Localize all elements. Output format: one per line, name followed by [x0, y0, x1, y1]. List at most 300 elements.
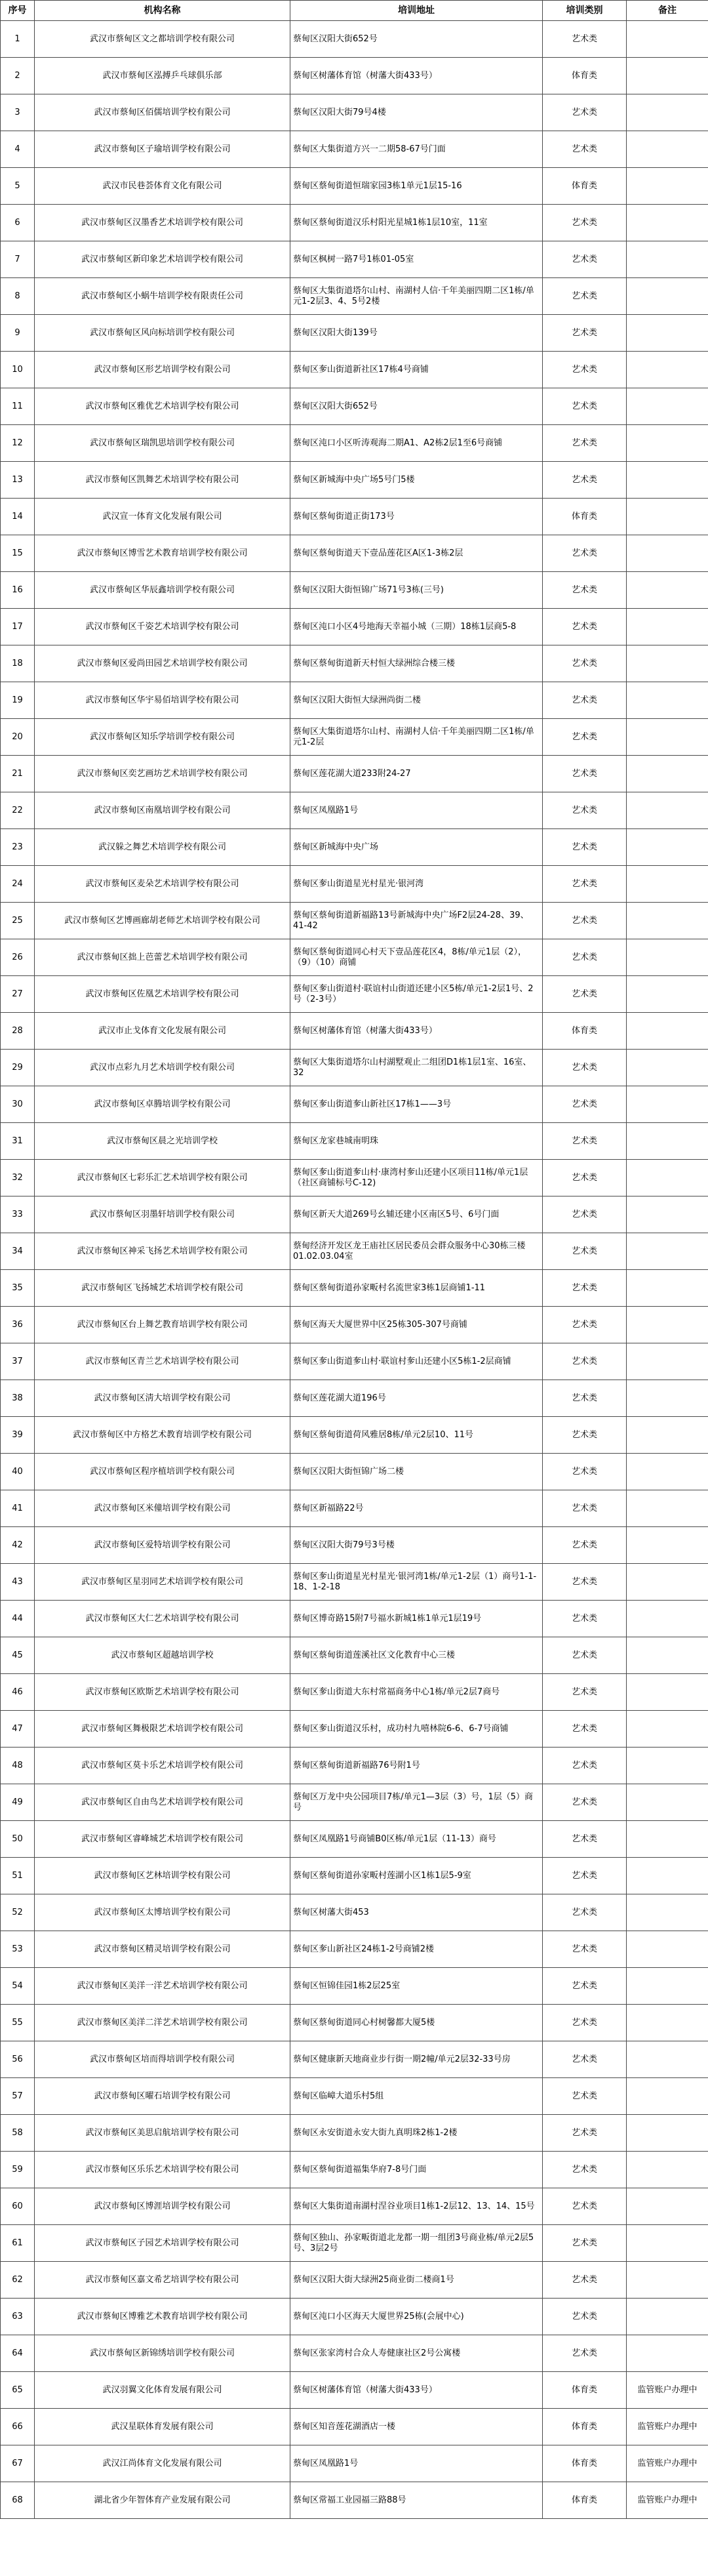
- training-category: 艺术类: [543, 535, 627, 572]
- training-category: 艺术类: [543, 572, 627, 609]
- org-name: 武汉市蔡甸区子瑜培训学校有限公司: [35, 131, 290, 168]
- row-note: [627, 682, 708, 719]
- table-row: [1, 21, 708, 58]
- training-address: 蔡甸区凤凰路1号: [290, 792, 543, 829]
- training-address: 蔡甸区博奇路15附7号福水新城1栋1单元1层19号: [290, 1601, 543, 1637]
- row-index: 64: [1, 2335, 35, 2372]
- training-category: 体育类: [543, 1013, 627, 1050]
- table-row: [1, 1123, 708, 1160]
- row-index: 40: [1, 1454, 35, 1490]
- training-category: 艺术类: [543, 1454, 627, 1490]
- row-index: 49: [1, 1784, 35, 1821]
- row-note: [627, 1711, 708, 1748]
- row-note: [627, 976, 708, 1013]
- row-note: [627, 315, 708, 352]
- row-note: [627, 572, 708, 609]
- row-note: [627, 609, 708, 645]
- training-address: 蔡甸区常福工业园福三路88号: [290, 2482, 543, 2519]
- training-category: 体育类: [543, 58, 627, 94]
- training-category: 艺术类: [543, 1601, 627, 1637]
- table-row: [1, 1821, 708, 1858]
- row-index: 65: [1, 2372, 35, 2409]
- row-index: 25: [1, 903, 35, 939]
- org-name: 武汉市蔡甸区爱尚田园艺术培训学校有限公司: [35, 645, 290, 682]
- table-row: [1, 2409, 708, 2445]
- row-index: 63: [1, 2299, 35, 2335]
- row-index: 54: [1, 1968, 35, 2005]
- training-address: 蔡甸区凤凰路1号: [290, 2445, 543, 2482]
- table-row: [1, 792, 708, 829]
- row-index: 28: [1, 1013, 35, 1050]
- training-category: 艺术类: [543, 2188, 627, 2225]
- row-index: 38: [1, 1380, 35, 1417]
- table-row: [1, 205, 708, 241]
- org-name: 武汉市蔡甸区美思启航培训学校有限公司: [35, 2115, 290, 2152]
- training-category: 艺术类: [543, 1160, 627, 1196]
- table-row: [1, 1086, 708, 1123]
- row-note: [627, 1821, 708, 1858]
- row-note: [627, 1380, 708, 1417]
- training-category: 艺术类: [543, 94, 627, 131]
- row-index: 31: [1, 1123, 35, 1160]
- org-name: 武汉市蔡甸区培而得培训学校有限公司: [35, 2041, 290, 2078]
- training-category: 艺术类: [543, 939, 627, 976]
- row-index: 10: [1, 352, 35, 388]
- row-note: [627, 719, 708, 756]
- training-address: 蔡甸区龙家巷城南明珠: [290, 1123, 543, 1160]
- org-name: 武汉宣一体育文化发展有限公司: [35, 499, 290, 535]
- table-row: [1, 1196, 708, 1233]
- training-category: 艺术类: [543, 1564, 627, 1601]
- row-index: 1: [1, 21, 35, 58]
- table-row: [1, 2335, 708, 2372]
- training-address: 蔡甸区恒锦佳园1栋2层25室: [290, 1968, 543, 2005]
- training-address: 蔡甸区汉阳大街恒锦广场71号3栋(三号): [290, 572, 543, 609]
- row-index: 18: [1, 645, 35, 682]
- training-address: 蔡甸区蔡甸街道新福路13号新城海中央广场F2层24-28、39、41-42: [290, 903, 543, 939]
- row-note: [627, 1050, 708, 1086]
- org-name: 武汉市蔡甸区艺林培训学校有限公司: [35, 1858, 290, 1894]
- training-category: 艺术类: [543, 1343, 627, 1380]
- training-address: 蔡甸区永安街道永安大街九真明珠2栋1-2楼: [290, 2115, 543, 2152]
- table-row: [1, 572, 708, 609]
- org-name: 武汉市蔡甸区星羽同艺术培训学校有限公司: [35, 1564, 290, 1601]
- row-note: [627, 2225, 708, 2262]
- training-category: 艺术类: [543, 2299, 627, 2335]
- org-name: 武汉市蔡甸区泓搏乒乓球俱乐部: [35, 58, 290, 94]
- training-category: 艺术类: [543, 2005, 627, 2041]
- table-row: [1, 2225, 708, 2262]
- table-row: [1, 2188, 708, 2225]
- row-index: 62: [1, 2262, 35, 2299]
- table-row: [1, 976, 708, 1013]
- row-note: [627, 2115, 708, 2152]
- row-note: [627, 205, 708, 241]
- row-index: 12: [1, 425, 35, 462]
- org-name: 武汉市蔡甸区曜石培训学校有限公司: [35, 2078, 290, 2115]
- row-index: 22: [1, 792, 35, 829]
- row-note: [627, 1123, 708, 1160]
- org-name: 武汉市蔡甸区飞扬城艺术培训学校有限公司: [35, 1270, 290, 1307]
- org-name: 武汉市蔡甸区米僮培训学校有限公司: [35, 1490, 290, 1527]
- row-note: [627, 168, 708, 205]
- org-name: 武汉市蔡甸区文之都培训学校有限公司: [35, 21, 290, 58]
- table-row: [1, 278, 708, 315]
- table-row: [1, 1380, 708, 1417]
- training-category: 体育类: [543, 2482, 627, 2519]
- org-name: 武汉市蔡甸区中方格艺术教育培训学校有限公司: [35, 1417, 290, 1454]
- training-address: 蔡甸区新城海中央广场: [290, 829, 543, 866]
- table-row: [1, 1417, 708, 1454]
- row-note: [627, 1674, 708, 1711]
- training-address: 蔡甸区汉阳大街139号: [290, 315, 543, 352]
- row-note: [627, 2005, 708, 2041]
- training-address: 蔡甸区大集街道塔尔山村、南湖村人信·千年美丽四期二区1栋/单元1-2层: [290, 719, 543, 756]
- row-index: 21: [1, 756, 35, 792]
- org-name: 武汉羽翼文化体育发展有限公司: [35, 2372, 290, 2409]
- training-category: 艺术类: [543, 829, 627, 866]
- table-row: [1, 756, 708, 792]
- table-row: [1, 462, 708, 499]
- row-note: [627, 352, 708, 388]
- org-name: 武汉市蔡甸区博雪艺术教育培训学校有限公司: [35, 535, 290, 572]
- training-address: 蔡甸区汉阳大街大绿洲25商业街二楼商1号: [290, 2262, 543, 2299]
- org-name: 武汉市民巷荟体育文化有限公司: [35, 168, 290, 205]
- org-name: 武汉市蔡甸区台上舞艺教育培训学校有限公司: [35, 1307, 290, 1343]
- row-index: 61: [1, 2225, 35, 2262]
- training-category: 艺术类: [543, 1711, 627, 1748]
- row-note: [627, 1601, 708, 1637]
- table-row: [1, 1674, 708, 1711]
- row-note: [627, 1527, 708, 1564]
- row-index: 3: [1, 94, 35, 131]
- training-category: 艺术类: [543, 1086, 627, 1123]
- row-note: 监管账户办理中: [627, 2482, 708, 2519]
- table-row: [1, 2299, 708, 2335]
- table-row: [1, 168, 708, 205]
- table-row: [1, 1527, 708, 1564]
- org-name: 武汉市蔡甸区美洋一洋艺术培训学校有限公司: [35, 1968, 290, 2005]
- org-name: 武汉市蔡甸区博涯培训学校有限公司: [35, 2188, 290, 2225]
- training-address: 蔡甸区树藩体育馆（树藩大街433号）: [290, 58, 543, 94]
- row-index: 59: [1, 2152, 35, 2188]
- row-index: 50: [1, 1821, 35, 1858]
- training-category: 艺术类: [543, 2335, 627, 2372]
- row-index: 2: [1, 58, 35, 94]
- row-note: [627, 939, 708, 976]
- row-note: [627, 1307, 708, 1343]
- training-category: 艺术类: [543, 462, 627, 499]
- table-row: [1, 2262, 708, 2299]
- org-name: 武汉市蔡甸区欧斯艺术培训学校有限公司: [35, 1674, 290, 1711]
- org-name: 武汉市蔡甸区风向标培训学校有限公司: [35, 315, 290, 352]
- row-note: [627, 756, 708, 792]
- row-index: 42: [1, 1527, 35, 1564]
- training-address: 蔡甸区临嶂大道乐村5组: [290, 2078, 543, 2115]
- row-note: [627, 1086, 708, 1123]
- training-address: 蔡甸区奓山街道奓山新社区17栋1——3号: [290, 1086, 543, 1123]
- org-name: 武汉市蔡甸区新印象艺术培训学校有限公司: [35, 241, 290, 278]
- training-category: 艺术类: [543, 2152, 627, 2188]
- row-note: [627, 1417, 708, 1454]
- row-note: [627, 462, 708, 499]
- org-name: 武汉市蔡甸区太博培训学校有限公司: [35, 1894, 290, 1931]
- training-address: 蔡甸区蔡甸街道正街173号: [290, 499, 543, 535]
- training-category: 艺术类: [543, 2115, 627, 2152]
- training-address: 蔡甸区万龙中央公园项目7栋/单元1—3层（3）号，1层（5）商号: [290, 1784, 543, 1821]
- training-address: 蔡甸区蔡甸街道汉乐村阳光星城1栋1层10室，11室: [290, 205, 543, 241]
- row-index: 41: [1, 1490, 35, 1527]
- training-address: 蔡甸区树藩体育馆（树藩大街433号）: [290, 2372, 543, 2409]
- row-note: [627, 1233, 708, 1270]
- org-name: 武汉市蔡甸区麦朵艺术培训学校有限公司: [35, 866, 290, 903]
- row-note: [627, 241, 708, 278]
- row-index: 14: [1, 499, 35, 535]
- org-name: 武汉市蔡甸区七彩乐汇艺术培训学校有限公司: [35, 1160, 290, 1196]
- training-address: 蔡甸区蔡甸街道孙家畈村名流世家3栋1层商铺1-11: [290, 1270, 543, 1307]
- training-address: 蔡甸区枫树一路7号1栋01-05室: [290, 241, 543, 278]
- org-name: 武汉市蔡甸区华宇易佰培训学校有限公司: [35, 682, 290, 719]
- training-category: 艺术类: [543, 1380, 627, 1417]
- training-address: 蔡甸区沌口小区海天大厦世界25栋(会展中心): [290, 2299, 543, 2335]
- training-category: 艺术类: [543, 682, 627, 719]
- table-row: [1, 131, 708, 168]
- org-name: 武汉市蔡甸区博雅艺术教育培训学校有限公司: [35, 2299, 290, 2335]
- org-name: 武汉江尚体育文化发展有限公司: [35, 2445, 290, 2482]
- row-index: 66: [1, 2409, 35, 2445]
- org-name: 武汉市蔡甸区拙上芭蕾艺术培训学校有限公司: [35, 939, 290, 976]
- org-name: 武汉市蔡甸区超越培训学校: [35, 1637, 290, 1674]
- row-note: [627, 58, 708, 94]
- training-category: 艺术类: [543, 1270, 627, 1307]
- row-note: [627, 278, 708, 315]
- row-index: 34: [1, 1233, 35, 1270]
- table-row: [1, 352, 708, 388]
- table-row: [1, 1490, 708, 1527]
- row-note: [627, 645, 708, 682]
- training-category: 艺术类: [543, 1233, 627, 1270]
- header-note: 备注: [627, 1, 708, 21]
- org-name: 武汉市蔡甸区大仁艺术培训学校有限公司: [35, 1601, 290, 1637]
- training-address: 蔡甸区蔡甸街道恒瑞家园3栋1单元1层15-16: [290, 168, 543, 205]
- table-header-row: [1, 1, 708, 21]
- table-row: [1, 388, 708, 425]
- training-category: 艺术类: [543, 1196, 627, 1233]
- row-index: 17: [1, 609, 35, 645]
- org-name: 武汉市蔡甸区形艺培训学校有限公司: [35, 352, 290, 388]
- training-address: 蔡甸区海天大厦世界中区25栋305-307号商铺: [290, 1307, 543, 1343]
- table-row: [1, 1711, 708, 1748]
- training-category: 艺术类: [543, 1894, 627, 1931]
- table-row: [1, 58, 708, 94]
- row-note: 监管账户办理中: [627, 2372, 708, 2409]
- row-index: 29: [1, 1050, 35, 1086]
- training-address: 蔡甸区大集街道塔尔山村湖墅观止二组团D1栋1层1室、16室、32: [290, 1050, 543, 1086]
- table-body: [1, 21, 708, 2519]
- org-name: 武汉市蔡甸区羽墨轩培训学校有限公司: [35, 1196, 290, 1233]
- org-name: 武汉市蔡甸区美洋二洋艺术培训学校有限公司: [35, 2005, 290, 2041]
- training-address: 蔡甸区蔡甸街道新天村恒大绿洲综合楼三楼: [290, 645, 543, 682]
- row-note: [627, 903, 708, 939]
- row-index: 58: [1, 2115, 35, 2152]
- training-address: 蔡甸区蔡甸街道荷风雅居8栋/单元2层10、11号: [290, 1417, 543, 1454]
- row-note: [627, 1931, 708, 1968]
- table-row: [1, 1601, 708, 1637]
- training-category: 艺术类: [543, 1637, 627, 1674]
- org-name: 武汉市蔡甸区佐凰艺术培训学校有限公司: [35, 976, 290, 1013]
- training-category: 艺术类: [543, 425, 627, 462]
- header-org-name: 机构名称: [35, 1, 290, 21]
- training-category: 艺术类: [543, 352, 627, 388]
- row-index: 7: [1, 241, 35, 278]
- training-address: 蔡甸区汉阳大街79号4楼: [290, 94, 543, 131]
- org-name: 武汉市蔡甸区自由鸟艺术培训学校有限公司: [35, 1784, 290, 1821]
- table-row: [1, 2005, 708, 2041]
- training-address: 蔡甸区蔡甸街道莲溪社区文化教育中心三楼: [290, 1637, 543, 1674]
- row-index: 20: [1, 719, 35, 756]
- row-note: [627, 866, 708, 903]
- training-address: 蔡甸区汉阳大街652号: [290, 388, 543, 425]
- training-category: 艺术类: [543, 976, 627, 1013]
- training-category: 艺术类: [543, 866, 627, 903]
- table-row: [1, 2372, 708, 2409]
- row-note: [627, 2188, 708, 2225]
- training-address: 蔡甸区奓山街道星光村星光·银河湾: [290, 866, 543, 903]
- header-index: 序号: [1, 1, 35, 21]
- row-index: 55: [1, 2005, 35, 2041]
- table-row: [1, 535, 708, 572]
- row-index: 45: [1, 1637, 35, 1674]
- row-index: 4: [1, 131, 35, 168]
- training-category: 体育类: [543, 168, 627, 205]
- row-note: [627, 535, 708, 572]
- row-index: 68: [1, 2482, 35, 2519]
- row-index: 15: [1, 535, 35, 572]
- row-note: 监管账户办理中: [627, 2445, 708, 2482]
- training-category: 艺术类: [543, 719, 627, 756]
- training-category: 艺术类: [543, 1968, 627, 2005]
- training-address: 蔡甸区奓山街道星光村星光·银河湾1栋/单元1-2层（1）商号1-1-18、1-2-18: [290, 1564, 543, 1601]
- training-category: 艺术类: [543, 241, 627, 278]
- row-index: 6: [1, 205, 35, 241]
- org-name: 武汉市蔡甸区乐乐艺术培训学校有限公司: [35, 2152, 290, 2188]
- table-row: [1, 1748, 708, 1784]
- training-address: 蔡甸区知音莲花湖酒店一楼: [290, 2409, 543, 2445]
- row-index: 26: [1, 939, 35, 976]
- row-index: 36: [1, 1307, 35, 1343]
- row-note: [627, 1490, 708, 1527]
- table-row: [1, 425, 708, 462]
- training-category: 艺术类: [543, 1123, 627, 1160]
- training-address: 蔡甸区蔡甸街道同心村树馨都大厦5楼: [290, 2005, 543, 2041]
- training-category: 艺术类: [543, 2041, 627, 2078]
- org-name: 武汉星联体育发展有限公司: [35, 2409, 290, 2445]
- training-category: 体育类: [543, 2409, 627, 2445]
- training-category: 体育类: [543, 2445, 627, 2482]
- training-address: 蔡甸区凤凰路1号商铺B0区栋/单元1层（11-13）商号: [290, 1821, 543, 1858]
- table-row: [1, 1270, 708, 1307]
- row-index: 37: [1, 1343, 35, 1380]
- training-category: 艺术类: [543, 1748, 627, 1784]
- row-note: [627, 425, 708, 462]
- header-category: 培训类别: [543, 1, 627, 21]
- training-address: 蔡甸区蔡甸街道福集华府7-8号门面: [290, 2152, 543, 2188]
- training-address: 蔡甸区新城海中央广场5号门5楼: [290, 462, 543, 499]
- table-row: [1, 1454, 708, 1490]
- row-index: 5: [1, 168, 35, 205]
- org-name: 武汉市蔡甸区艺博画廊胡老师艺术培训学校有限公司: [35, 903, 290, 939]
- training-address: 蔡甸区蔡甸街道天下壹品莲花区A区1-3栋2层: [290, 535, 543, 572]
- row-index: 19: [1, 682, 35, 719]
- org-name: 武汉市蔡甸区青兰艺术培训学校有限公司: [35, 1343, 290, 1380]
- training-category: 艺术类: [543, 1417, 627, 1454]
- table-row: [1, 682, 708, 719]
- table-row: [1, 1160, 708, 1196]
- table-row: [1, 866, 708, 903]
- training-category: 艺术类: [543, 2262, 627, 2299]
- org-name: 武汉市蔡甸区舞极限艺术培训学校有限公司: [35, 1711, 290, 1748]
- training-category: 艺术类: [543, 388, 627, 425]
- row-index: 56: [1, 2041, 35, 2078]
- table-row: [1, 2115, 708, 2152]
- training-address: 蔡甸区奓山新社区24栋1-2号商铺2楼: [290, 1931, 543, 1968]
- table-row: [1, 499, 708, 535]
- training-category: 艺术类: [543, 903, 627, 939]
- row-index: 39: [1, 1417, 35, 1454]
- row-note: [627, 1968, 708, 2005]
- table-row: [1, 241, 708, 278]
- table-row: [1, 829, 708, 866]
- row-note: [627, 21, 708, 58]
- training-address: 蔡甸区莲花湖大道196号: [290, 1380, 543, 1417]
- row-note: [627, 1748, 708, 1784]
- row-index: 35: [1, 1270, 35, 1307]
- row-note: [627, 1894, 708, 1931]
- row-note: [627, 131, 708, 168]
- row-note: [627, 2078, 708, 2115]
- training-category: 艺术类: [543, 2225, 627, 2262]
- table-row: [1, 1050, 708, 1086]
- training-category: 艺术类: [543, 645, 627, 682]
- training-address: 蔡甸区健康新天地商业步行街一期2幢/单元2层32-33号房: [290, 2041, 543, 2078]
- org-name: 武汉市蔡甸区爱特培训学校有限公司: [35, 1527, 290, 1564]
- training-category: 艺术类: [543, 609, 627, 645]
- row-index: 52: [1, 1894, 35, 1931]
- training-category: 艺术类: [543, 1527, 627, 1564]
- org-name: 武汉市蔡甸区睿峰城艺术培训学校有限公司: [35, 1821, 290, 1858]
- row-note: [627, 1858, 708, 1894]
- org-name: 武汉躲之舞艺术培训学校有限公司: [35, 829, 290, 866]
- org-name: 武汉市蔡甸区雅优艺术培训学校有限公司: [35, 388, 290, 425]
- training-address: 蔡甸区莲花湖大道233附24-27: [290, 756, 543, 792]
- table-row: [1, 1307, 708, 1343]
- org-name: 武汉市点彩九月艺术培训学校有限公司: [35, 1050, 290, 1086]
- row-note: [627, 1270, 708, 1307]
- training-address: 蔡甸区汉阳大街恒锦广场二楼: [290, 1454, 543, 1490]
- org-name: 武汉市蔡甸区子园艺术培训学校有限公司: [35, 2225, 290, 2262]
- training-category: 艺术类: [543, 1931, 627, 1968]
- row-note: [627, 1637, 708, 1674]
- table-row: [1, 645, 708, 682]
- training-category: 艺术类: [543, 1307, 627, 1343]
- training-category: 体育类: [543, 499, 627, 535]
- row-note: [627, 1013, 708, 1050]
- row-note: [627, 2299, 708, 2335]
- training-address: 蔡甸区大集街道塔尔山村、南湖村人信·千年美丽四期二区1栋/单元1-2层3、4、5号2楼: [290, 278, 543, 315]
- row-note: [627, 1454, 708, 1490]
- training-category: 艺术类: [543, 1490, 627, 1527]
- table-row: [1, 903, 708, 939]
